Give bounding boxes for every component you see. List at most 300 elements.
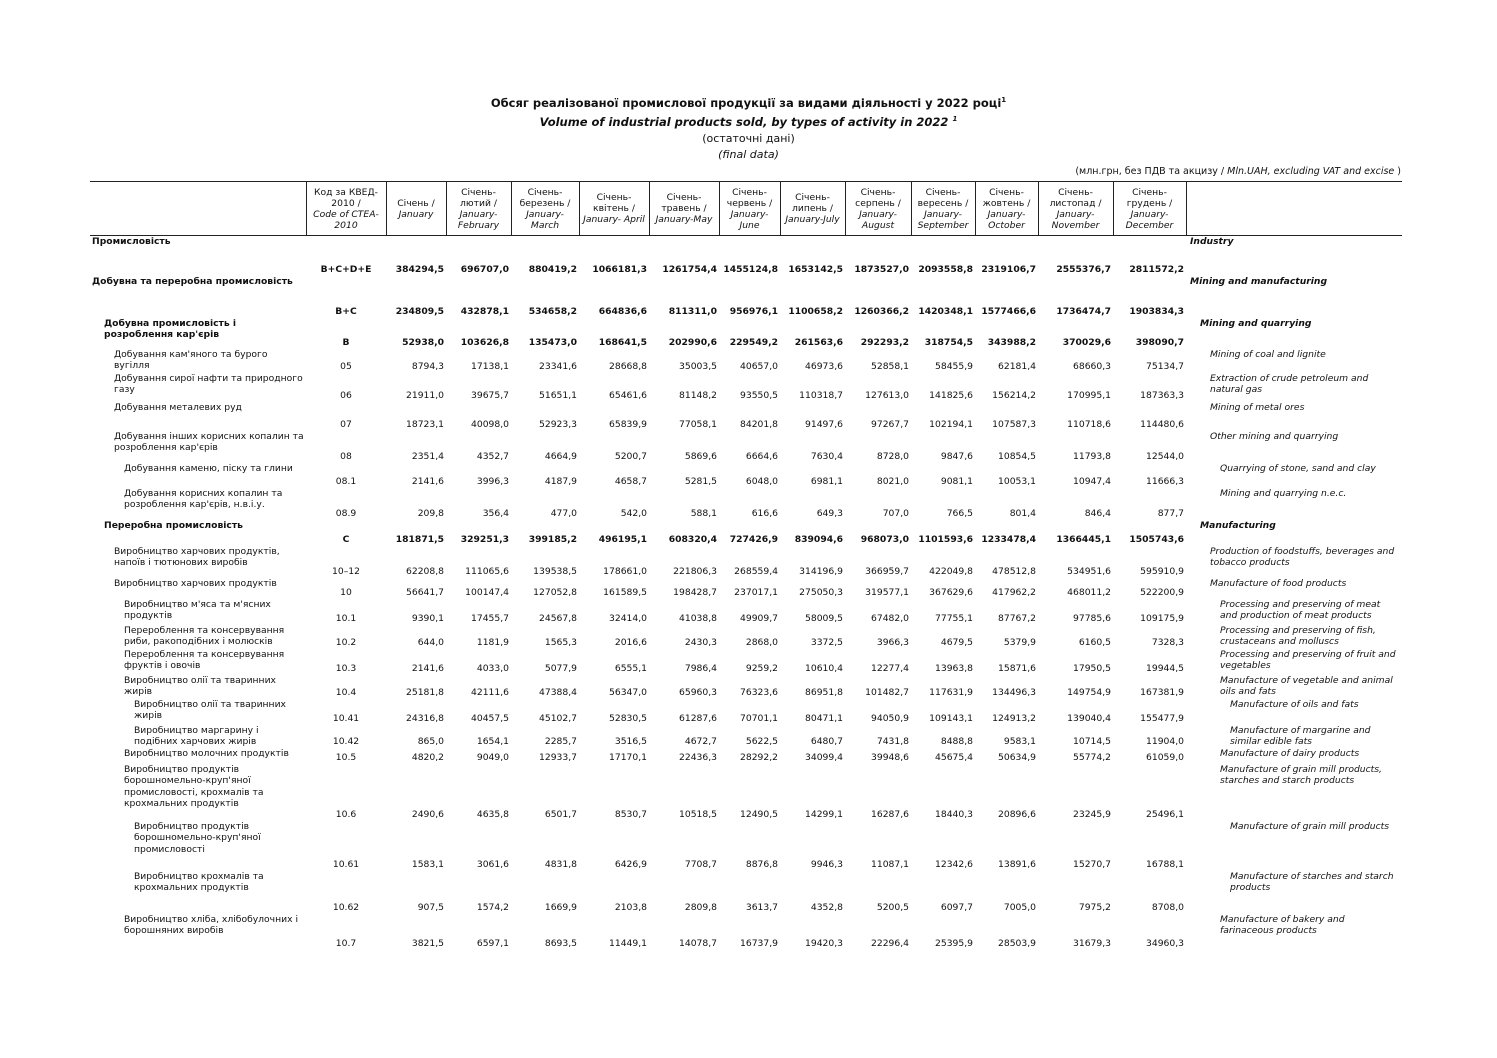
activity-name-en: Manufacture of grain mill products (1230, 820, 1390, 832)
header-month-line: вересень / (917, 197, 969, 209)
value-cell: 101482,7 (865, 687, 909, 698)
activity-code: 10.41 (332, 713, 360, 724)
value-cell: 31679,3 (1073, 938, 1111, 949)
value-cell: 356,4 (482, 508, 509, 519)
value-cell: 649,3 (816, 508, 843, 519)
header-month-line: March (530, 219, 560, 231)
value-cell: 13891,6 (998, 859, 1036, 870)
value-cell: 1420348,1 (918, 306, 973, 317)
header-code-line: Код за КВЕД- (314, 186, 378, 198)
table-row (90, 318, 1402, 349)
value-cell: 1066181,3 (592, 264, 647, 275)
value-cell: 6664,6 (745, 451, 778, 462)
industrial-products-table (90, 181, 1402, 950)
value-cell: 42111,6 (471, 687, 509, 698)
activity-name-uk: Виробництво харчових продуктів, напоїв і тютюнових виробів (114, 545, 280, 568)
value-cell: 343988,2 (987, 337, 1036, 348)
table-row (90, 871, 1402, 914)
header-month-line: January (398, 208, 434, 220)
value-cell: 1736474,7 (1056, 306, 1111, 317)
value-cell: 865,0 (417, 736, 444, 747)
table-row (90, 821, 1402, 871)
header-month-line: Січень- (1058, 186, 1093, 198)
value-cell: 880419,2 (528, 264, 577, 275)
activity-name-en: Extraction of crude petroleum and natural gas (1210, 372, 1369, 395)
value-cell: 2285,7 (544, 736, 577, 747)
activity-code: 10.4 (335, 687, 357, 698)
value-cell: 49909,7 (740, 613, 778, 624)
activity-name-en: Processing and preserving of meat and production of meat products (1220, 598, 1381, 621)
value-cell: 12933,7 (539, 752, 577, 763)
value-cell: 141825,6 (929, 390, 973, 401)
value-cell: 268559,4 (734, 566, 778, 577)
value-cell: 907,5 (417, 902, 444, 913)
activity-code: B+C+D+E (320, 264, 372, 275)
header-month-line: Січень- (596, 192, 632, 203)
value-cell: 5622,5 (745, 736, 778, 747)
activity-name-uk: Добування металевих руд (114, 401, 242, 413)
value-cell: 4831,8 (544, 859, 577, 870)
value-cell: 2430,3 (684, 637, 717, 648)
value-cell: 161589,5 (603, 587, 647, 598)
value-cell: 39675,7 (471, 390, 509, 401)
value-cell: 3613,7 (745, 902, 778, 913)
activity-name-en: Processing and preserving of fish, crustaceans and molluscs (1220, 624, 1376, 647)
activity-code: 10–12 (332, 566, 360, 577)
value-cell: 8021,0 (876, 476, 909, 487)
value-cell: 117631,9 (929, 687, 973, 698)
value-cell: 6501,7 (544, 809, 577, 820)
value-cell: 139538,5 (533, 566, 577, 577)
header-row (90, 182, 1402, 236)
value-cell: 111065,6 (465, 566, 509, 577)
value-cell: 261563,6 (794, 337, 843, 348)
header-blank-uk (90, 182, 306, 236)
value-cell: 23341,6 (539, 361, 577, 372)
value-cell: 102194,1 (929, 419, 973, 430)
value-cell: 696707,0 (460, 264, 509, 275)
activity-name-uk: Добування кам'яного та бурого вугілля (114, 348, 268, 371)
value-cell: 3061,6 (476, 859, 509, 870)
table-row (90, 675, 1402, 699)
value-cell: 50634,9 (998, 752, 1036, 763)
value-cell: 139040,4 (1067, 713, 1111, 724)
value-cell: 39948,6 (871, 752, 909, 763)
value-cell: 25496,1 (1146, 809, 1184, 820)
value-cell: 4635,8 (476, 809, 509, 820)
header-month (579, 182, 649, 236)
value-cell: 1577466,6 (981, 306, 1036, 317)
value-cell: 45675,4 (935, 752, 973, 763)
activity-name-en: Mining of metal ores (1210, 401, 1305, 413)
value-cell: 595910,9 (1140, 566, 1184, 577)
activity-name-uk: Добувна та переробна промисловість (92, 275, 293, 287)
activity-name-en: Other mining and quarrying (1210, 430, 1339, 442)
value-cell: 398090,7 (1135, 337, 1184, 348)
table-row (90, 373, 1402, 402)
value-cell: 10053,1 (998, 476, 1036, 487)
value-cell: 77058,1 (679, 419, 717, 430)
header-month (446, 182, 511, 236)
header-month-line: Січень- (925, 186, 961, 198)
value-cell: 34960,3 (1146, 938, 1184, 949)
table-row (90, 546, 1402, 578)
value-cell: 11449,1 (609, 938, 647, 949)
value-cell: 839094,6 (794, 534, 843, 545)
value-cell: 2141,6 (411, 476, 444, 487)
units-note: (млн.грн, без ПДВ та акцизу / Mln.UAH, excluding VAT and excise ) (1075, 166, 1401, 177)
activity-code: 10.61 (332, 859, 360, 870)
value-cell: 6555,1 (614, 663, 647, 674)
value-cell: 3821,5 (411, 938, 444, 949)
value-cell: 6160,5 (1078, 637, 1111, 648)
value-cell: 2093558,8 (918, 264, 973, 275)
value-cell: 93550,5 (740, 390, 778, 401)
value-cell: 109143,1 (929, 713, 973, 724)
table-row (90, 625, 1402, 649)
value-cell: 21911,0 (406, 390, 444, 401)
value-cell: 178661,0 (603, 566, 647, 577)
activity-name-uk: Добувна промисловість і розроблення кар'єрів (104, 317, 237, 340)
value-cell: 91497,6 (805, 419, 843, 430)
value-cell: 478512,8 (992, 566, 1036, 577)
table-body (90, 236, 1402, 950)
value-cell: 68660,3 (1073, 361, 1111, 372)
table-row (90, 699, 1402, 725)
value-cell: 11087,1 (871, 859, 909, 870)
header-month-line: October (988, 219, 1025, 231)
activity-code: C (342, 534, 350, 545)
value-cell: 18723,1 (406, 419, 444, 430)
value-cell: 76323,6 (740, 687, 778, 698)
value-cell: 644,0 (417, 637, 444, 648)
value-cell: 7328,3 (1151, 637, 1184, 648)
value-cell: 62181,4 (998, 361, 1036, 372)
value-cell: 20896,6 (998, 809, 1036, 820)
header-month (386, 182, 446, 236)
value-cell: 432878,1 (460, 306, 509, 317)
value-cell: 811311,0 (668, 306, 717, 317)
value-cell: 5200,5 (876, 902, 909, 913)
header-blank-en (1186, 182, 1402, 236)
value-cell: 9081,1 (940, 476, 973, 487)
activity-name-uk: Виробництво хліба, хлібобулочних і борошняних виробів (124, 913, 298, 936)
value-cell: 1181,9 (476, 637, 509, 648)
value-cell: 727426,9 (729, 534, 778, 545)
value-cell: 384294,5 (395, 264, 444, 275)
header-month-line: Січень- (795, 192, 830, 203)
header-month (911, 182, 975, 236)
header-month-line: листопад / (1049, 197, 1102, 209)
header-month-line: January- (730, 208, 769, 220)
value-cell: 496195,1 (598, 534, 647, 545)
activity-name-en: Industry (1190, 236, 1234, 247)
header-month (649, 182, 719, 236)
value-cell: 40098,0 (471, 419, 509, 430)
value-cell: 588,1 (690, 508, 717, 519)
header-month-line: February (457, 219, 500, 231)
activity-code: B+C (335, 306, 357, 317)
header-month-line: January- (924, 208, 962, 220)
table-row (90, 914, 1402, 950)
activity-name-en: Manufacture of vegetable and animal oils and fats (1220, 674, 1393, 697)
value-cell: 22296,4 (871, 938, 909, 949)
value-cell: 65960,3 (679, 687, 717, 698)
value-cell: 8488,8 (940, 736, 973, 747)
activity-name-en: Mining and quarrying n.e.c. (1220, 487, 1347, 499)
value-cell: 7005,0 (1003, 902, 1036, 913)
value-cell: 522200,9 (1140, 587, 1184, 598)
header-month-line: травень / (661, 203, 707, 214)
value-cell: 8693,5 (544, 938, 577, 949)
header-month-line: September (917, 219, 969, 231)
table-row (90, 276, 1402, 318)
activity-name-uk: Виробництво харчових продуктів (114, 577, 277, 589)
value-cell: 87767,2 (998, 613, 1036, 624)
activity-name-en: Manufacture of starches and starch products (1230, 870, 1394, 893)
header-month-line: Січень / (397, 197, 435, 209)
value-cell: 10947,4 (1073, 476, 1111, 487)
header-code (306, 182, 386, 236)
value-cell: 12342,6 (935, 859, 973, 870)
activity-name-en: Processing and preserving of fruit and vegetables (1220, 648, 1396, 671)
activity-name-uk: Добування інших корисних копалин та розроблення кар'єрів (114, 430, 304, 453)
value-cell: 4679,5 (940, 637, 973, 648)
value-cell: 422049,8 (929, 566, 973, 577)
activity-name-uk: Добування корисних копалин та розроблення кар'єрів, н.в.і.у. (124, 487, 283, 510)
value-cell: 110718,6 (1067, 419, 1111, 430)
header-month-line: липень / (792, 203, 833, 214)
activity-name-en: Production of foodstuffs, beverages and tobacco products (1210, 545, 1395, 568)
value-cell: 170995,1 (1067, 390, 1111, 401)
value-cell: 1233478,4 (981, 534, 1036, 545)
value-cell: 11666,3 (1146, 476, 1184, 487)
value-cell: 109175,9 (1140, 613, 1184, 624)
value-cell: 97785,6 (1073, 613, 1111, 624)
value-cell: 52830,5 (609, 713, 647, 724)
value-cell: 65461,6 (609, 390, 647, 401)
value-cell: 6048,0 (745, 476, 778, 487)
activity-name-uk: Виробництво маргарину і подібних харчових жирів (134, 724, 259, 747)
value-cell: 468011,2 (1067, 587, 1111, 598)
activity-code: 10.6 (335, 809, 357, 820)
value-cell: 35003,5 (679, 361, 717, 372)
value-cell: 1261754,4 (662, 264, 717, 275)
value-cell: 766,5 (946, 508, 973, 519)
activity-code: 10.1 (335, 613, 357, 624)
value-cell: 6426,9 (614, 859, 647, 870)
value-cell: 62208,8 (406, 566, 444, 577)
header-month-line: January- (526, 208, 564, 220)
value-cell: 7431,8 (876, 736, 909, 747)
header-month-line: Січень- (527, 186, 563, 198)
value-cell: 168641,5 (598, 337, 647, 348)
header-month-line: January- (1130, 208, 1169, 220)
table-row (90, 431, 1402, 463)
activity-name-uk: Добування каменю, піску та глини (124, 462, 293, 474)
value-cell: 45102,7 (539, 713, 577, 724)
value-cell: 3372,5 (810, 637, 843, 648)
table-row (90, 578, 1402, 599)
value-cell: 7630,4 (810, 451, 843, 462)
value-cell: 314196,9 (799, 566, 843, 577)
value-cell: 6097,7 (940, 902, 973, 913)
value-cell: 81148,2 (679, 390, 717, 401)
value-cell: 221806,3 (673, 566, 717, 577)
header-month-line: жовтень / (982, 197, 1031, 209)
activity-name-uk: Виробництво продуктів борошномельно-круп'яної промисловості, крохмалів та крохмальних продуктів (124, 763, 264, 809)
header-month-line: January- (987, 208, 1026, 220)
value-cell: 46973,6 (805, 361, 843, 372)
value-cell: 3996,3 (476, 476, 509, 487)
value-cell: 292293,2 (860, 337, 909, 348)
header-month (1038, 182, 1113, 236)
value-cell: 10854,5 (998, 451, 1036, 462)
activity-name-uk: Виробництво продуктів борошномельно-круп'яної промисловості (134, 820, 261, 855)
activity-name-uk: Виробництво крохмалів та крохмальних продуктів (134, 870, 264, 893)
value-cell: 52858,1 (871, 361, 909, 372)
value-cell: 7708,7 (684, 859, 717, 870)
value-cell: 181871,5 (395, 534, 444, 545)
value-cell: 1100658,2 (788, 306, 843, 317)
header-month (845, 182, 911, 236)
value-cell: 1653142,5 (788, 264, 843, 275)
activity-code: 10.62 (332, 902, 360, 913)
header-month-line: August (861, 219, 895, 231)
value-cell: 67482,0 (871, 613, 909, 624)
value-cell: 1565,3 (544, 637, 577, 648)
header-month-line: серпень / (855, 197, 901, 209)
value-cell: 9583,1 (1003, 736, 1036, 747)
value-cell: 19944,5 (1146, 663, 1184, 674)
activity-name-en: Mining of coal and lignite (1210, 348, 1326, 360)
value-cell: 5077,9 (544, 663, 577, 674)
value-cell: 8728,0 (876, 451, 909, 462)
activity-name-uk: Промисловість (92, 236, 171, 247)
value-cell: 1101593,6 (918, 534, 973, 545)
value-cell: 12544,0 (1146, 451, 1184, 462)
header-month-line: Січень- (989, 186, 1024, 198)
value-cell: 399185,2 (528, 534, 577, 545)
activity-code: 08.9 (335, 508, 357, 519)
value-cell: 3966,3 (876, 637, 909, 648)
header-month (975, 182, 1038, 236)
value-cell: 32414,0 (609, 613, 647, 624)
value-cell: 9847,6 (940, 451, 973, 462)
value-cell: 156214,2 (992, 390, 1036, 401)
value-cell: 41038,8 (679, 613, 717, 624)
activity-name-en: Manufacture of bakery and farinaceous products (1220, 913, 1345, 936)
value-cell: 70701,1 (740, 713, 778, 724)
value-cell: 80471,1 (805, 713, 843, 724)
value-cell: 2868,0 (745, 637, 778, 648)
header-month-line: January- (1056, 208, 1095, 220)
table-row (90, 748, 1402, 764)
activity-name-en: Mining and manufacturing (1190, 275, 1328, 287)
value-cell: 14078,7 (679, 938, 717, 949)
table-row (90, 520, 1402, 546)
value-cell: 2811572,2 (1129, 264, 1184, 275)
status-en: (final data) (718, 148, 779, 161)
value-cell: 23245,9 (1073, 809, 1111, 820)
activity-name-en: Manufacture of grain mill products, starches and starch products (1220, 763, 1382, 786)
value-cell: 11793,8 (1073, 451, 1111, 462)
value-cell: 124913,2 (992, 713, 1036, 724)
value-cell: 10714,5 (1073, 736, 1111, 747)
value-cell: 47388,4 (539, 687, 577, 698)
activity-name-en: Manufacturing (1200, 519, 1276, 531)
table-row (90, 349, 1402, 373)
value-cell: 968073,0 (860, 534, 909, 545)
value-cell: 61287,6 (679, 713, 717, 724)
value-cell: 135473,0 (528, 337, 577, 348)
activity-name-uk: Добування сирої нафти та природного газу (114, 372, 303, 395)
activity-code: 06 (340, 390, 352, 401)
value-cell: 2103,8 (614, 902, 647, 913)
value-cell: 2351,4 (411, 451, 444, 462)
value-cell: 229549,2 (729, 337, 778, 348)
activity-code: B (342, 337, 350, 348)
value-cell: 12277,4 (871, 663, 909, 674)
header-month-line: Січень- (666, 192, 702, 203)
value-cell: 14299,1 (805, 809, 843, 820)
value-cell: 25395,9 (935, 938, 973, 949)
activity-name-uk: Перероблення та консервування фруктів і овочів (124, 648, 285, 671)
value-cell: 155477,9 (1140, 713, 1184, 724)
value-cell: 367629,6 (929, 587, 973, 598)
activity-name-uk: Виробництво м'яса та м'ясних продуктів (124, 598, 271, 621)
value-cell: 1873527,0 (854, 264, 909, 275)
header-month-line: January-July (785, 214, 840, 225)
value-cell: 55774,2 (1073, 752, 1111, 763)
table-row (90, 725, 1402, 748)
value-cell: 1903834,3 (1129, 306, 1184, 317)
header-month-line: Січень- (1132, 186, 1167, 198)
value-cell: 56347,0 (609, 687, 647, 698)
header-month-line: квітень / (593, 203, 635, 214)
value-cell: 198428,7 (673, 587, 717, 598)
value-cell: 4033,0 (476, 663, 509, 674)
value-cell: 17170,1 (609, 752, 647, 763)
header-month-line: January- April (583, 214, 645, 225)
activity-code: 10.42 (332, 736, 360, 747)
activity-code: 08.1 (335, 476, 357, 487)
value-cell: 4352,8 (810, 902, 843, 913)
activity-code: 05 (340, 361, 352, 372)
table-row (90, 764, 1402, 821)
activity-name-uk: Виробництво молочних продуктів (124, 747, 289, 759)
value-cell: 4672,7 (684, 736, 717, 747)
value-cell: 187363,3 (1140, 390, 1184, 401)
activity-name-uk: Виробництво олії та тваринних жирів (134, 698, 286, 721)
value-cell: 3516,5 (614, 736, 647, 747)
value-cell: 8530,7 (614, 809, 647, 820)
value-cell: 100147,4 (465, 587, 509, 598)
value-cell: 127613,0 (865, 390, 909, 401)
table-row (90, 599, 1402, 625)
activity-name-uk: Виробництво олії та тваринних жирів (124, 674, 276, 697)
value-cell: 237017,1 (734, 587, 778, 598)
value-cell: 2490,6 (411, 809, 444, 820)
activity-name-en: Manufacture of dairy products (1220, 747, 1360, 759)
table-row (90, 236, 1402, 276)
value-cell: 956976,1 (729, 306, 778, 317)
value-cell: 75134,7 (1146, 361, 1184, 372)
value-cell: 134496,3 (992, 687, 1036, 698)
value-cell: 22436,3 (679, 752, 717, 763)
value-cell: 52938,0 (402, 337, 444, 348)
report-title-uk: Обсяг реалізованої промислової продукції за видами діяльності у 2022 році$^1$ (490, 96, 1007, 110)
